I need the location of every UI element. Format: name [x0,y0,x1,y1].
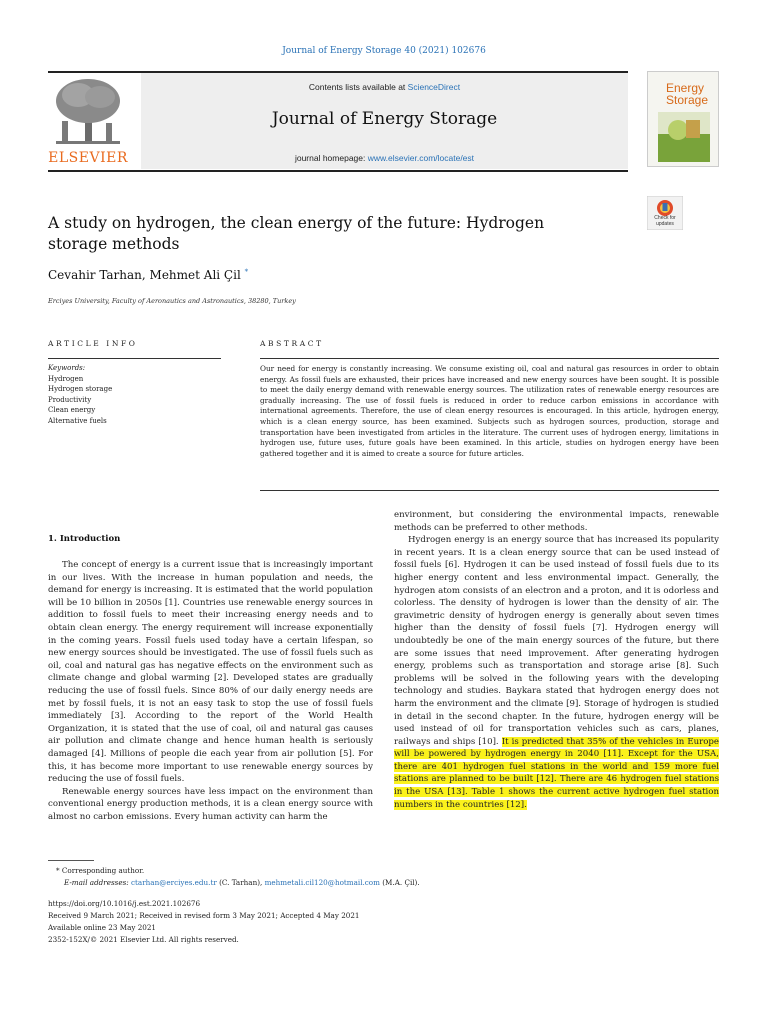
cover-title-line2: Storage [666,93,709,107]
publisher-name: ELSEVIER [48,150,128,166]
corresponding-text: Corresponding author. [61,866,145,875]
right-column [394,509,719,811]
intro-paragraph-4 [394,534,719,811]
article-info-rule [48,358,221,359]
homepage-link[interactable]: www.elsevier.com/locate/est [367,153,475,163]
contents-line [141,82,628,92]
abstract-rule [260,358,719,359]
abstract-heading: ABSTRACT [260,339,324,348]
article-title: A study on hydrogen, the clean energy of the future: Hydrogen storage methods [48,214,545,253]
email-label: E-mail addresses: [64,878,129,887]
authors: Cevahir Tarhan, Mehmet Ali Çil [48,268,241,282]
abstract-rule-bottom [260,490,719,491]
homepage-prefix: journal homepage: [294,153,368,163]
journal-cover[interactable] [647,71,719,167]
corresponding-author-mark[interactable]: * [244,268,249,276]
keyword: Clean energy [48,406,96,414]
contents-prefix: Contents lists available at [308,82,408,92]
email-name-2: (M.A. Çil). [382,878,420,887]
received-dates: Received 9 March 2021; Received in revised form 3 May 2021; Accepted 4 May 2021 [48,911,360,920]
journal-citation[interactable]: Journal of Energy Storage 40 (2021) 102676 [282,46,486,56]
abstract-text: Our need for energy is constantly increasing. We consume existing oil, coal and natural gas resources in order to obtain energy. As fossil fuels are exhausted, their prices have increased and new energy sources have been sought. It is possible to meet the daily energy demand with renewable energy sources. The utilization rates of renewable energy resources are gradually increasing. The use of fossil fuels is reduced in order to reduce carbon emissions in accordance with international agreements. Therefore, the use of clean energy resources is encouraged. In this article, hydrogen energy, which is a clean energy source, has been examined. Subjects such as hydrogen sources, production, storage and transportation have been investigated from articles in the literature. The current uses of hydrogen energy, limitations in hydrogen use, future uses, future goals have been examined. In this article, studies on hydrogen energy have been gathered together and it is aimed to create a source for future articles. [260,364,719,458]
header-rule-bottom [48,170,628,172]
keywords-block [48,363,112,426]
elsevier-logo[interactable] [48,73,128,169]
email-line [64,878,420,889]
intro-paragraph-2: Renewable energy sources have less impact on the environment than conventional energy production methods, it is a clean energy source with almost no carbon emissions. Every human activity can harm the [48,786,373,822]
keyword: Alternative fuels [48,416,107,425]
highlighted-text[interactable]: It is predicted that 35% of the vehicles in Europe will be powered by hydrogen energy in 2040 [11]. Except for the USA, there are 401 hydrogen fuel stations in the world and 159 more fuel stations are planned to be built [12]. There are 46 hydrogen fuel stations in the USA [13]. Table 1 shows the current active hydrogen fuel station numbers in the countries [12]. [394,736,720,810]
journal-title: Journal of Energy Storage [271,109,498,129]
intro-paragraph-1: The concept of energy is a current issue that is increasingly important in our lives. With the increase in human population and needs, the demand for energy is increasing. It is estimated that the world population will be 10 billion in 2050s [1]. Countries use renewable energy sources in addition to fossil fuels to meet their increasing energy needs and to obtain clean energy. The energy requirement will increase exponentially in the coming years. Fossil fuels used today have a certain lifespan, so new energy sources should be investigated. The use of fossil fuels such as oil, coal and natural gas has negative effects on the environment such as climate change and global warming [2]. Developed states are gradually reducing the use of fossil fuels. Since 80% of our daily energy needs are met by fossil fuels, it is not an easy task to stop the use of fossil fuels immediately [3]. According to the report of the World Health Organization, it is stated that the use of coal, oil and natural gas causes air pollution and climate change and hence human health is seriously damaged [4]. Millions of people die each year from air pollution [5]. For this, it has become more important to use renewable energy sources by reducing the use of fossil fuels. [48,560,373,785]
journal-banner [141,73,628,169]
keywords-label: Keywords: [48,364,86,372]
elsevier-tree-icon [48,73,128,149]
cover-title-line1: Energy [666,81,705,95]
homepage-line [141,153,628,163]
affiliation: Erciyes University, Faculty of Aeronautics and Astronautics, 38280, Turkey [48,297,296,305]
hydrogen-paragraph: Hydrogen energy is an energy source that has increased its popularity in recent years. It is a clean energy source that can be used instead of fossil fuels [6]. Hydrogen it can be used instead of fossil fuels due to its higher energy content and less environmental impact. Generally, the hydrogen atom consists of an electron and a proton, and it is odorless and colorless. The density of hydrogen is lower than the density of air. The gravimetric density of hydrogen energy is generally about seven times higher than the density of fossil fuels [7]. Hydrogen energy will undoubtedly be one of the main energy sources of the future, but there are some issues that need improvement. After generating hydrogen energy, problems such as transportation and storage arise [8]. Such problems will be solved in the following years with the developing technology and studies. Baykara stated that hydrogen energy does not harm the environment and the climate [9]. Storage of hydrogen is studied in detail in the second chapter. In the future, hydrogen energy will be used instead of oil for transportation vehicles such as cars, planes, railways and ships [10]. [394,535,719,747]
keyword: Hydrogen storage [48,385,113,393]
intro-paragraph-3: environment, but considering the environmental impacts, renewable methods can be preferred to other methods. [394,510,719,533]
keyword: Productivity [48,395,92,404]
copyright: 2352-152X/© 2021 Elsevier Ltd. All rights reserved. [48,935,239,944]
check-updates-label: Check for updates [654,215,676,227]
intro-heading: 1. Introduction [48,534,121,544]
article-info-heading: ARTICLE INFO [48,339,138,348]
footnote-mark: * [56,866,60,875]
keyword: Hydrogen [48,374,84,383]
authors-line [48,268,248,282]
available-online: Available online 23 May 2021 [48,923,156,932]
check-for-updates-badge[interactable] [647,196,683,230]
email-link-2[interactable]: mehmetali.cil120@hotmail.com [264,878,380,887]
email-name-1: (C. Tarhan), [219,878,263,887]
left-column [48,559,373,823]
footnote-rule [48,860,94,861]
email-link-1[interactable]: ctarhan@erciyes.edu.tr [131,878,217,887]
cover-image-icon [658,112,710,162]
doi-link[interactable]: https://doi.org/10.1016/j.est.2021.102676 [48,899,201,908]
corresponding-note [56,866,144,877]
sciencedirect-link[interactable]: ScienceDirect [407,82,461,92]
